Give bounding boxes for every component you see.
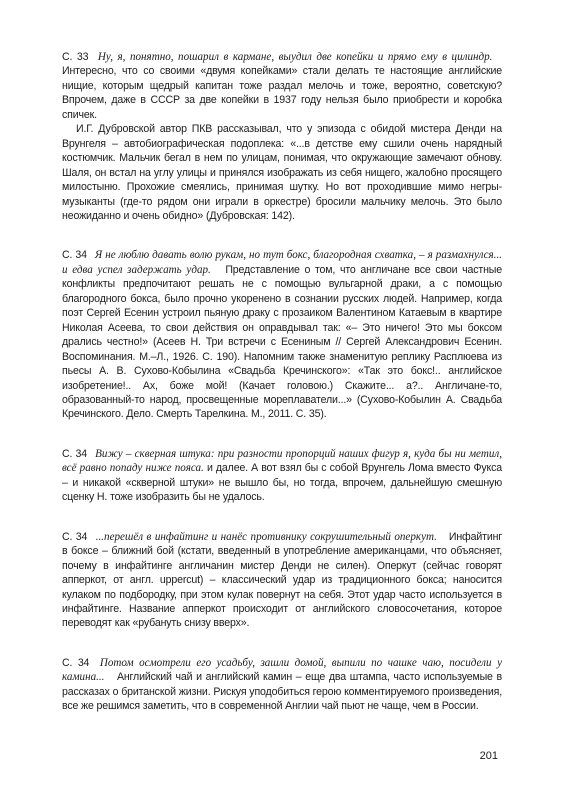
page-reference: С. 33 bbox=[62, 51, 89, 63]
quoted-passage: Вижу – скверная штука: при разности пропорций наших фигур я, куда бы ни метил, всё равно попаду ниже пояса. bbox=[62, 447, 502, 475]
comment-block bbox=[62, 656, 502, 714]
comment-block bbox=[62, 50, 502, 223]
page-body bbox=[62, 50, 502, 739]
commentary-text: Представление о том, что англичане все свои частные конфликты предпочитают решать не с помощью вульгарной драки, а с помощью благородного бокса, было прочно укоренено в сознании русских людей. Например, когда поэт Сергей Есенин устроил пьяную драку с прозаиком Валентином Катаевым в квартире Николая Асеева, то свои действия он оправдывал так: «– Это ничего! Это мы боксом дрались честно!» (Асеев Н. Три встречи с Есениным // Сергей Александрович Есенин. Воспоминания. М.–Л., 1926. С. 190). Напомним также знаменитую реплику Расплюева из пьесы А. В. Сухово-Кобылина «Свадьба Кречинского»: «Так это бокс!.. английское изобретение!.. Ах, боже мой! (Качает головою.) Скажите... а?.. Англичане-то, образованный-то народ, просвещенные мореплаватели...» (Сухово-Кобылин А. Свадьба Кречинского. Дело. Смерть Тарелкина. М., 2011. С. 35). bbox=[62, 263, 502, 421]
commentary-text: и далее. А вот взял бы с собой Врунгель Лома вместо Фукса – и никакой «скверной штуки» не вышло бы, но тогда, впрочем, дальнейшую смешную сценку Н. тоже изобразить бы не удалось. bbox=[62, 462, 502, 504]
quoted-passage: Потом осмотрели его усадьбу, зашли домой, выпили по чашке чаю, посидели у камина... bbox=[62, 656, 502, 684]
page-reference: С. 34 bbox=[62, 656, 90, 669]
page-reference: С. 34 bbox=[62, 249, 87, 262]
commentary-text: Инфайтинг в боксе – ближний бой (кстати, введенный в употребление американцами, что объясняет, почему в инфайтинге англичанин мистер Денди не силен). Оперкут (сейчас говорят апперкот, от англ. uppercut) – классический удар из традиционного бокса; наносится кулаком по подбородку, при этом кулак повернут на себя. Этот удар часто используется в инфайтинге. Название апперкот происходит от английского словосочетания, которое переводят как «рубануть снизу вверх». bbox=[62, 530, 502, 630]
comment-block bbox=[62, 248, 502, 421]
comment-block bbox=[62, 447, 502, 505]
page-number: 201 bbox=[479, 750, 498, 762]
page-reference: С. 34 bbox=[62, 530, 88, 543]
page-reference: С. 34 bbox=[62, 447, 87, 460]
commentary-text: Интересно, что со своими «двумя копейками» стали делать те настоящие английские нищие, которым щедрый капитан тоже раздал мелочь и тоже, вероятно, советскую? Впрочем, даже в СССР за две копейки в 1937 году нельзя было приобрести и коробка спичек. bbox=[62, 65, 502, 121]
quoted-passage: Я не люблю давать волю рукам, но тут бокс, благородная схватка, – я размахнулся... и едва успел задержать удар. bbox=[62, 249, 502, 276]
quoted-passage: ...перешёл в инфайтинг и нанёс противнику сокрушительный оперкут. bbox=[95, 530, 437, 543]
commentary-text: Английский чай и английский камин – еще два штампа, часто используемые в рассказах о британской жизни. Рискуя уподобиться герою комментируемого произведения, все же решимся заметить, что в современной Англии чай пьют не чаще, чем в России. bbox=[62, 671, 503, 713]
quoted-passage: Ну, я, понятно, пошарил в кармане, выудил две копейки и прямо ему в цилиндр. bbox=[97, 51, 493, 63]
comment-block bbox=[62, 530, 502, 631]
commentary-paragraph: И.Г. Дубровской автор ПКВ рассказывал, что у эпизода с обидой мистера Денди на Врунгеля – автобиографическая подоплека: «...в детстве ему сшили очень нарядный костюмчик. Мальчик бегал в нем по улицам, понимая, что окружающие замечают обнову. Шаля, он встал на углу улицы и принялся изображать из себя нищего, жалобно просящего милостыню. Прохожие смеялись, принимая шутку. Но вот проходившие мимо негры-музыканты (где-то рядом они играли в оркестре) бросили мальчику мелочь. Это было неожиданно и очень обидно» (Дубровская: 142). bbox=[62, 123, 502, 222]
